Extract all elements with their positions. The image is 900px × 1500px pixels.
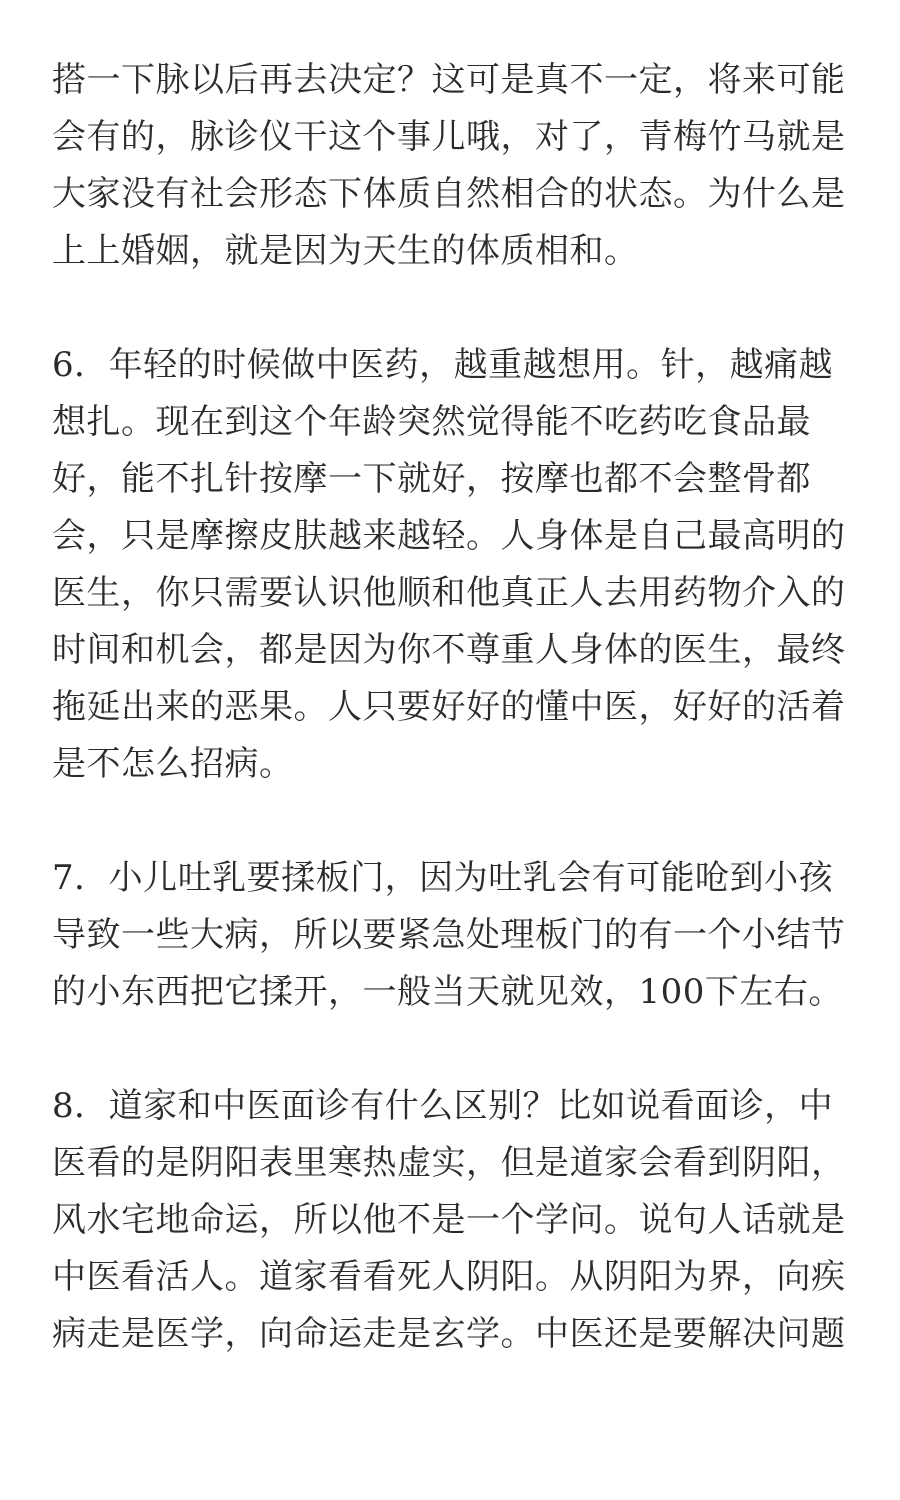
text-line: 大家没有社会形态下体质自然相合的状态。为什么是 [52, 174, 846, 214]
text-line: 会，只是摩擦皮肤越来越轻。人身体是自己最高明的 [52, 516, 846, 556]
paragraph-item-6 [52, 337, 846, 793]
text-line: 病走是医学，向命运走是玄学。中医还是要解决问题 [52, 1314, 846, 1354]
text-line: 医生，你只需要认识他顺和他真正人去用药物介入的 [52, 573, 846, 613]
text-line: 想扎。现在到这个年龄突然觉得能不吃药吃食品最 [52, 402, 811, 442]
text-line: 医看的是阴阳表里寒热虚实，但是道家会看到阴阳， [52, 1143, 846, 1183]
text-line: 的小东西把它揉开，一般当天就见效，100下左右。 [52, 972, 843, 1012]
text-line: 上上婚姻，就是因为天生的体质相和。 [52, 231, 639, 271]
text-line: 7．小儿吐乳要揉板门，因为吐乳会有可能呛到小孩 [52, 858, 834, 898]
paragraph-item-8 [52, 1078, 846, 1363]
paragraph-item-7 [52, 850, 846, 1021]
text-line: 好，能不扎针按摩一下就好，按摩也都不会整骨都 [52, 459, 811, 499]
text-line: 是不怎么招病。 [52, 744, 294, 784]
text-line: 时间和机会，都是因为你不尊重人身体的医生，最终 [52, 630, 846, 670]
text-line: 6．年轻的时候做中医药，越重越想用。针，越痛越 [52, 345, 834, 385]
text-line: 风水宅地命运，所以他不是一个学问。说句人话就是 [52, 1200, 846, 1240]
text-line: 中医看活人。道家看看死人阴阳。从阴阳为界，向疾 [52, 1257, 846, 1297]
text-line: 会有的，脉诊仪干这个事儿哦，对了，青梅竹马就是 [52, 117, 846, 157]
paragraph-intro-continued [52, 52, 846, 280]
article-body [52, 52, 846, 1420]
text-line: 拖延出来的恶果。人只要好好的懂中医，好好的活着 [52, 687, 846, 727]
text-line: 8．道家和中医面诊有什么区别？比如说看面诊，中 [52, 1086, 834, 1126]
text-line: 导致一些大病，所以要紧急处理板门的有一个小结节 [52, 915, 846, 955]
text-line: 搭一下脉以后再去决定？这可是真不一定，将来可能 [52, 60, 846, 100]
